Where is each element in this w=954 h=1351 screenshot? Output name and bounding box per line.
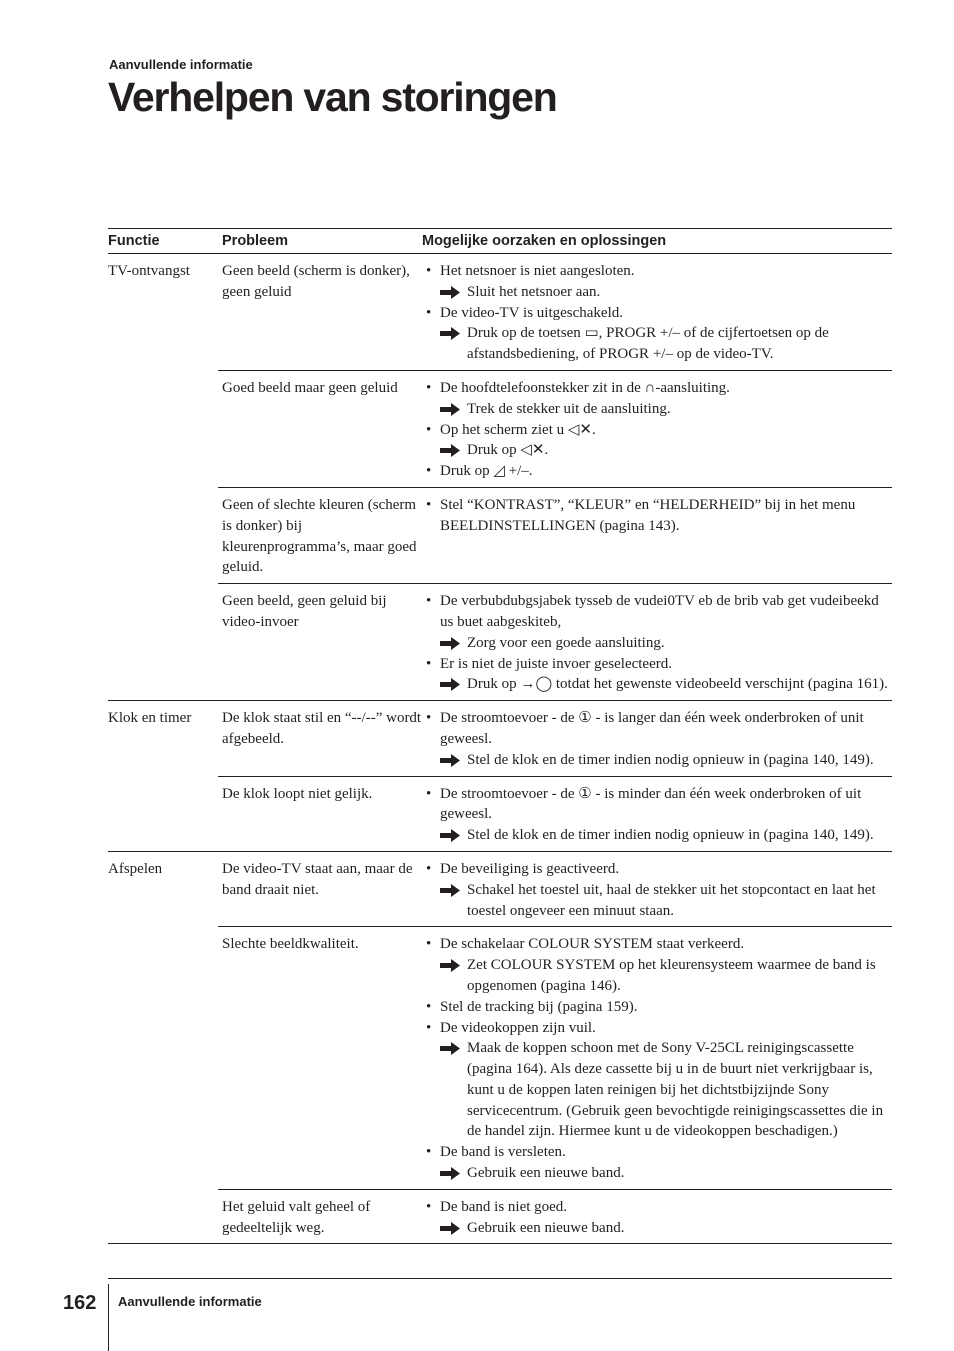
- problem-cell: Goed beeld maar geen geluid: [222, 379, 398, 396]
- solution-item: [422, 1218, 892, 1239]
- cause-item: [422, 261, 892, 282]
- function-cell: TV-ontvangst: [108, 263, 190, 279]
- table-row: [218, 776, 892, 851]
- solution-text: Zorg voor een goede aansluiting.: [467, 634, 665, 651]
- bullet-icon: •: [426, 1198, 432, 1215]
- table-row: [218, 370, 892, 487]
- solutions-cell: [422, 378, 892, 482]
- table-row: [218, 852, 892, 926]
- arrow-right-icon: [440, 1167, 460, 1180]
- column-header-probleem: Probleem: [222, 233, 289, 249]
- solutions-cell: [422, 934, 892, 1184]
- cause-text: De stroomtoevoer - de ① - is langer dan één week onderbroken of unit geweesl.: [440, 710, 864, 747]
- problem-cell: Geen beeld (scherm is donker), geen geluid: [222, 263, 410, 300]
- table-row: [218, 701, 892, 775]
- cause-text: De verbubdubgsjabek tysseb de vudei0TV eb de brib vab get vudeibeekd us buet aabgeskiteb,: [440, 593, 879, 630]
- bullet-icon: •: [426, 1144, 432, 1161]
- arrow-right-icon: [440, 327, 460, 340]
- solution-item: [422, 880, 892, 922]
- cause-item: [422, 997, 892, 1018]
- solution-item: [422, 1038, 892, 1142]
- cause-item: [422, 1197, 892, 1218]
- arrow-right-icon: [440, 884, 460, 897]
- solution-item: [422, 282, 892, 303]
- arrow-right-icon: [440, 678, 460, 691]
- cause-text: Er is niet de juiste invoer geselecteerd.: [440, 655, 672, 672]
- cause-text: De band is versleten.: [440, 1144, 566, 1161]
- solutions-cell: [422, 591, 892, 695]
- cause-text: De schakelaar COLOUR SYSTEM staat verkeerd.: [440, 936, 745, 953]
- function-cell: Afspelen: [108, 860, 163, 877]
- cause-text: De videokoppen zijn vuil.: [440, 1019, 596, 1036]
- page-title: Verhelpen van storingen: [108, 74, 557, 120]
- footer-section-label: Aanvullende informatie: [118, 1294, 262, 1309]
- cause-item: [422, 461, 892, 482]
- bullet-icon: •: [426, 593, 432, 610]
- arrow-right-icon: [440, 959, 460, 972]
- arrow-right-icon: [440, 444, 460, 457]
- cause-item: [422, 420, 892, 441]
- solutions-cell: [422, 495, 892, 578]
- table-body: [108, 254, 892, 1243]
- cause-item: [422, 591, 892, 633]
- cause-text: De beveiliging is geactiveerd.: [440, 860, 620, 877]
- solution-text: Maak de koppen schoon met de Sony V-25CL reinigingscassette (pagina 164). Als deze cassette bij u in de buurt niet verkrijgbaar is, kunt u de koppen laten reinigen bij het dichtstbijzijnde Sony servicecentrum. (Gebruik geen bevochtigde reinigingscassettes die in de handel zijn. Hiermee kunt u de videokoppen beschadigen.): [467, 1040, 884, 1140]
- cause-text: Op het scherm ziet u ◁✕.: [440, 421, 596, 438]
- footer-divider: [108, 1284, 109, 1351]
- solution-text: Zet COLOUR SYSTEM op het kleurensysteem waarmee de band is opgenomen (pagina 146).: [467, 957, 876, 994]
- bullet-icon: •: [426, 860, 432, 877]
- problem-cell: Geen beeld, geen geluid bij video-invoer: [222, 593, 387, 630]
- problem-cell: De klok loopt niet gelijk.: [222, 785, 373, 802]
- bullet-icon: •: [426, 496, 432, 513]
- arrow-right-icon: [440, 286, 460, 299]
- bullet-icon: •: [426, 263, 432, 279]
- solution-text: Trek de stekker uit de aansluiting.: [467, 400, 671, 417]
- solutions-cell: [422, 261, 892, 365]
- solution-text: Gebruik een nieuwe band.: [467, 1219, 625, 1236]
- function-group: [108, 851, 892, 1244]
- solution-text: Stel de klok en de timer indien nodig opnieuw in (pagina 140, 149).: [467, 751, 874, 768]
- arrow-right-icon: [440, 829, 460, 842]
- table-row: [218, 487, 892, 583]
- problem-cell: De klok staat stil en “--/--” wordt afgebeeld.: [222, 710, 422, 747]
- cause-item: [422, 1018, 892, 1039]
- arrow-right-icon: [440, 1042, 460, 1055]
- cause-item: [422, 934, 892, 955]
- section-label: Aanvullende informatie: [109, 57, 253, 72]
- function-group: [108, 254, 892, 700]
- bullet-icon: •: [426, 463, 432, 480]
- solution-item: [422, 323, 892, 365]
- cause-text: Druk op ◿ +/–.: [440, 463, 533, 480]
- solution-item: [422, 674, 892, 695]
- solutions-cell: [422, 1197, 892, 1239]
- cause-item: [422, 654, 892, 675]
- problem-cell: De video-TV staat aan, maar de band draait niet.: [222, 860, 413, 898]
- cause-item: [422, 303, 892, 324]
- solution-item: [422, 825, 892, 846]
- bullet-icon: •: [426, 655, 432, 672]
- bullet-icon: •: [426, 1019, 432, 1036]
- solutions-cell: [422, 859, 892, 921]
- cause-text: De video-TV is uitgeschakeld.: [440, 304, 624, 321]
- solution-text: Druk op ◁✕.: [467, 442, 549, 459]
- bullet-icon: •: [426, 936, 432, 953]
- function-group: [108, 700, 892, 851]
- solutions-cell: [422, 784, 892, 846]
- solution-text: Gebruik een nieuwe band.: [467, 1165, 625, 1182]
- column-header-oplossingen: Mogelijke oorzaken en oplossingen: [422, 233, 667, 249]
- cause-item: [422, 708, 892, 750]
- problem-cell: Geen of slechte kleuren (scherm is donker) bij kleurenprogramma’s, maar goed geluid.: [222, 496, 417, 576]
- cause-text: Stel de tracking bij (pagina 159).: [440, 998, 638, 1015]
- solution-text: Stel de klok en de timer indien nodig opnieuw in (pagina 140, 149).: [467, 827, 874, 844]
- solutions-cell: [422, 708, 892, 770]
- troubleshooting-table: [108, 228, 892, 1244]
- solution-item: [422, 440, 892, 461]
- table-row: [218, 926, 892, 1189]
- cause-item: [422, 495, 892, 537]
- cause-text: De band is niet goed.: [440, 1198, 568, 1215]
- solution-item: [422, 750, 892, 771]
- table-row: [218, 1189, 892, 1244]
- arrow-right-icon: [440, 1222, 460, 1235]
- cause-item: [422, 1142, 892, 1163]
- arrow-right-icon: [440, 637, 460, 650]
- solution-item: [422, 955, 892, 997]
- solution-text: Druk op de toetsen ▭, PROGR +/– of de cijfertoetsen op de afstandsbediening, of PROGR +/– op de video-TV.: [467, 325, 829, 363]
- bullet-icon: •: [426, 785, 432, 802]
- bullet-icon: •: [426, 998, 432, 1015]
- solution-text: Schakel het toestel uit, haal de stekker uit het stopcontact en laat het toestel ongeveer een minuut staan.: [467, 881, 876, 919]
- solution-text: Druk op →◯ totdat het gewenste videobeeld verschijnt (pagina 161).: [467, 676, 888, 693]
- page-number: 162: [63, 1292, 97, 1314]
- bullet-icon: •: [426, 710, 432, 727]
- problem-cell: Het geluid valt geheel of gedeeltelijk weg.: [222, 1198, 371, 1236]
- cause-item: [422, 859, 892, 880]
- cause-text: De hoofdtelefoonstekker zit in de ∩-aansluiting.: [440, 379, 730, 396]
- cause-text: De stroomtoevoer - de ① - is minder dan één week onderbroken of uit geweesl.: [440, 785, 862, 823]
- bullet-icon: •: [426, 421, 432, 438]
- cause-item: [422, 784, 892, 826]
- solution-item: [422, 633, 892, 654]
- cause-text: Het netsnoer is niet aangesloten.: [440, 263, 635, 279]
- solution-item: [422, 399, 892, 420]
- arrow-right-icon: [440, 754, 460, 767]
- solution-text: Sluit het netsnoer aan.: [467, 283, 601, 300]
- table-row: [218, 583, 892, 700]
- column-header-functie: Functie: [108, 233, 160, 249]
- cause-text: Stel “KONTRAST”, “KLEUR” en “HELDERHEID” bij in het menu BEELDINSTELLINGEN (pagina 143).: [440, 496, 856, 534]
- bullet-icon: •: [426, 304, 432, 321]
- solution-item: [422, 1163, 892, 1184]
- function-cell: Klok en timer: [108, 710, 192, 727]
- arrow-right-icon: [440, 403, 460, 416]
- bullet-icon: •: [426, 379, 432, 396]
- footer-rule: [108, 1278, 892, 1279]
- table-header: [108, 229, 892, 254]
- problem-cell: Slechte beeldkwaliteit.: [222, 936, 359, 953]
- cause-item: [422, 378, 892, 399]
- table-row: [218, 254, 892, 370]
